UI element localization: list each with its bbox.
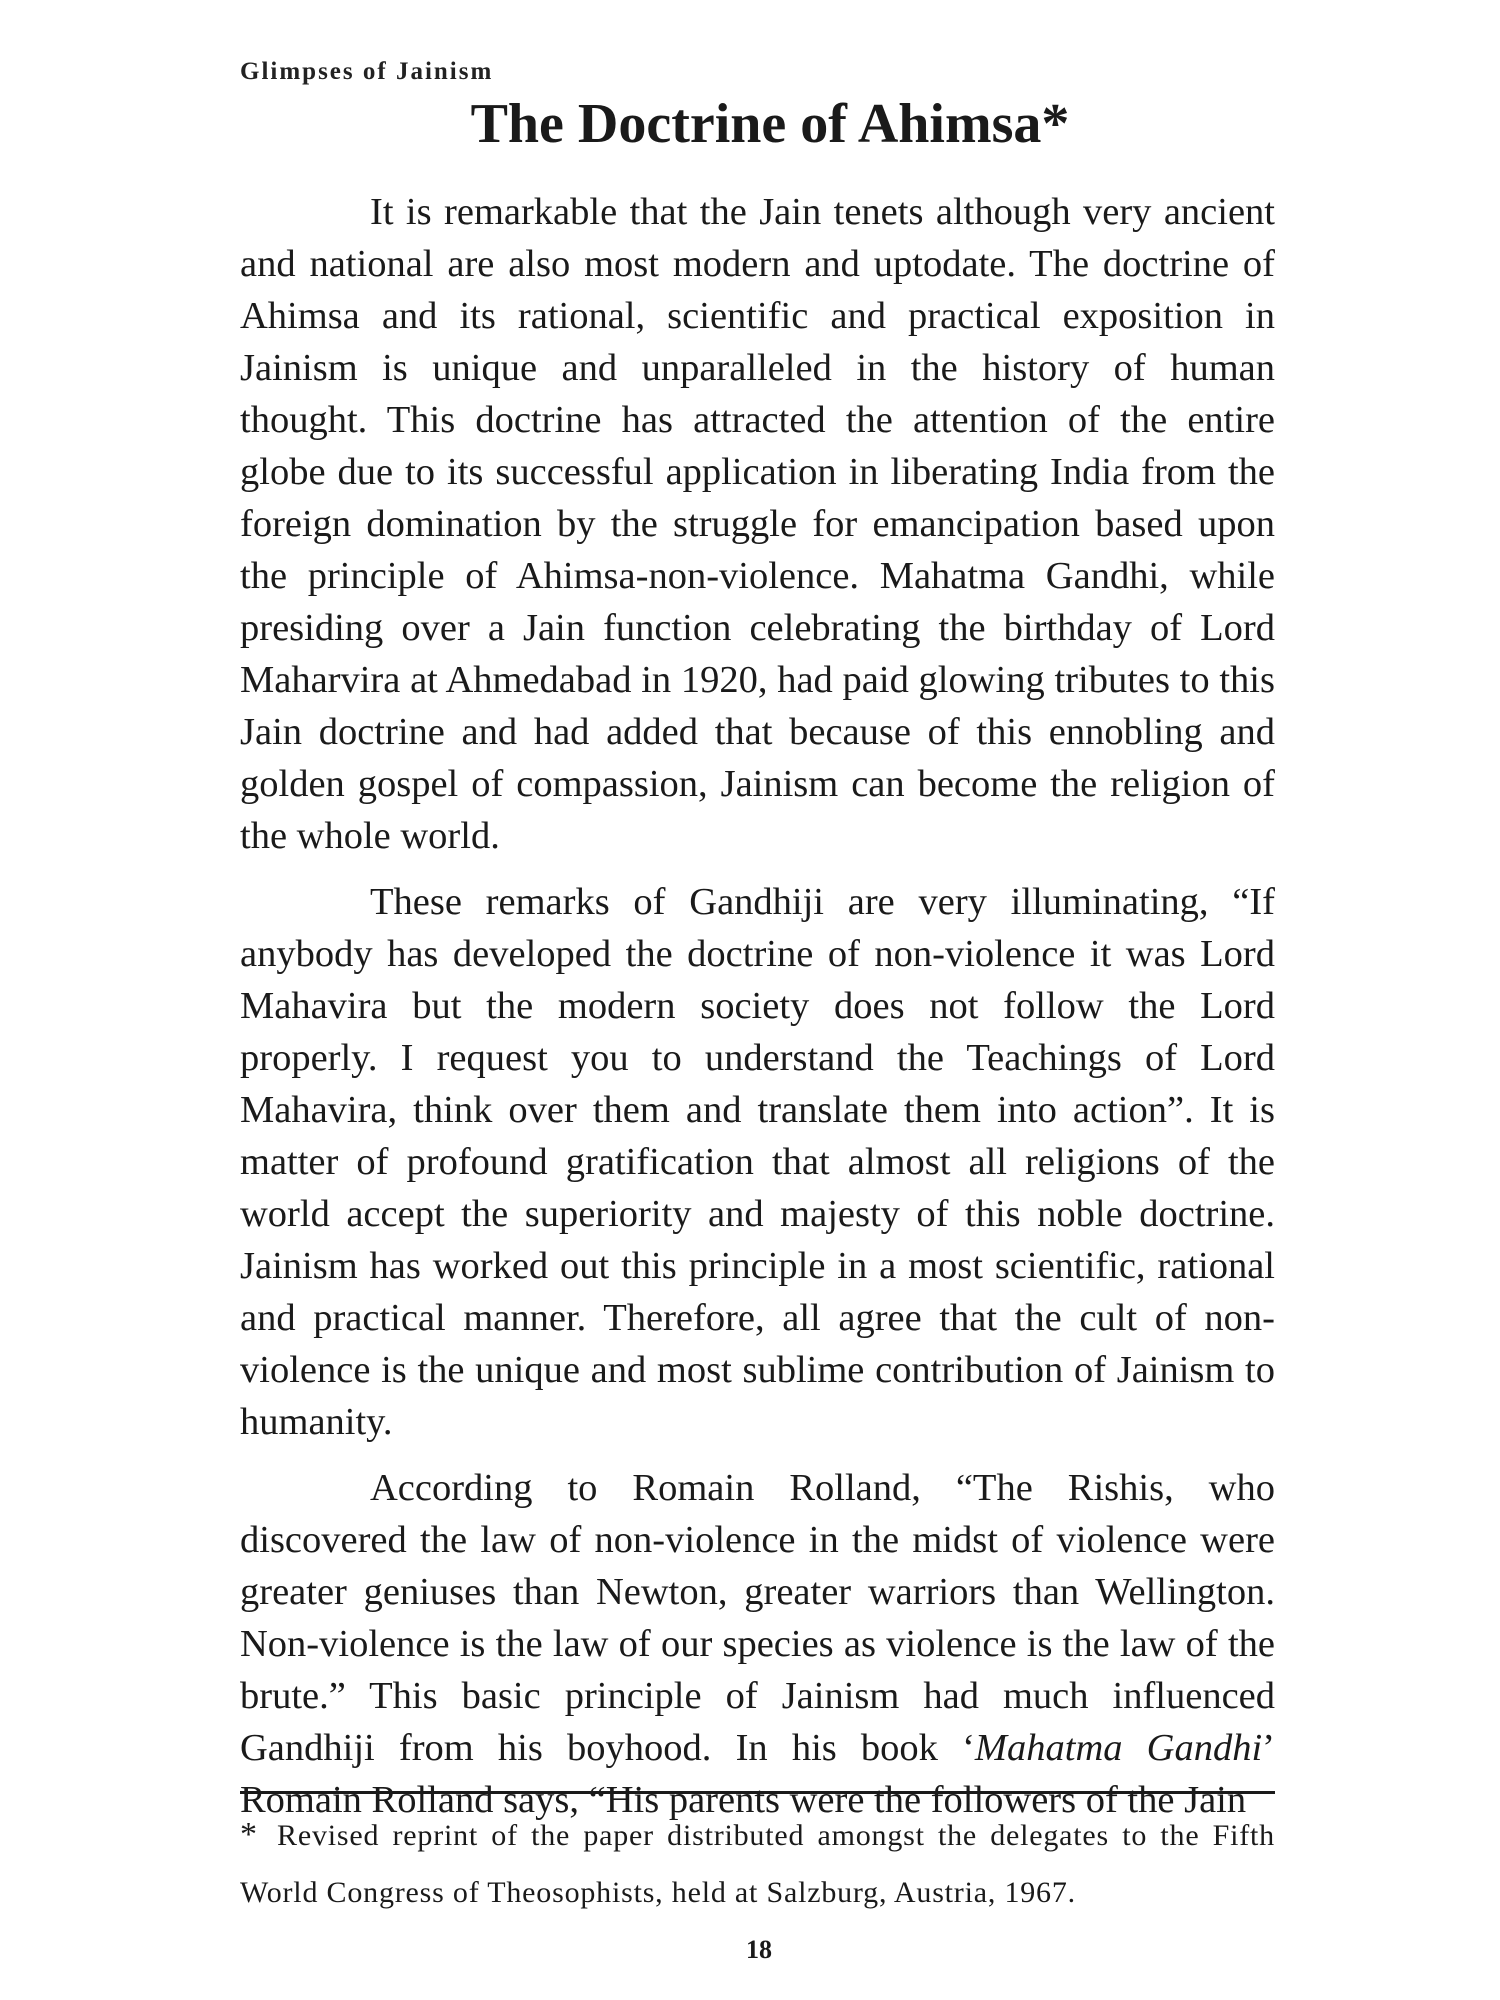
paragraph-3 [240,1462,1275,1826]
paragraph-1: It is remarkable that the Jain tenets although very ancient and national are also most modern and uptodate. The doctrine of Ahimsa and its rational, scientific and practical exposition in Jainism is unique and unparalleled in the history of human thought. This doctrine has attracted the attention of the entire globe due to its successful application in liberating India from the foreign domination by the struggle for emancipation based upon the principle of Ahimsa-non-violence. Mahatma Gandhi, while presiding over a Jain function celebrating the birthday of Lord Maharvira at Ahmedabad in 1920, had paid glowing tributes to this Jain doctrine and had added that because of this ennobling and golden gospel of compassion, Jainism can become the religion of the whole world. [240,191,1275,857]
running-head: Glimpses of Jainism [240,58,494,85]
footnote-text: Revised reprint of the paper distributed amongst the delegates to the Fifth World Congress of Theosophists, held at Salzburg, Austria, 1967. [240,1819,1275,1909]
body-text [240,186,1275,1840]
book-title: Mahatma Gandhi [974,1727,1263,1769]
paragraph-3-text-a: According to Romain Rolland, “The Rishis, who discovered the law of non-violence in the midst of violence were greater geniuses than Newton, greater warriors than Wellington. Non-violence is the law of our species as violence is the law of the brute.” This basic principle of Jainism had much influenced Gandhiji from his boyhood. In his book ‘ [240,1467,1275,1769]
page-number: 18 [746,1935,772,1964]
footnote-divider [240,1791,1275,1794]
paragraph-3-text-b: ’ Romain Rolland says, “His parents were the followers of the Jain [240,1727,1275,1821]
page-title: The Doctrine of Ahimsa* [470,93,1070,155]
paragraph-2: These remarks of Gandhiji are very illuminating, “If anybody has developed the doctrine of non-violence it was Lord Mahavira but the modern society does not follow the Lord properly. I request you to understand the Teachings of Lord Mahavira, think over them and translate them into action”. It is matter of profound gratification that almost all religions of the world accept the superiority and majesty of this noble doctrine. Jainism has worked out this principle in a most scientific, rational and practical manner. Therefore, all agree that the cult of non-violence is the unique and most sublime contribution of Jainism to humanity. [240,881,1275,1443]
footnote-marker: * [240,1816,258,1853]
footnote [240,1806,1275,1921]
